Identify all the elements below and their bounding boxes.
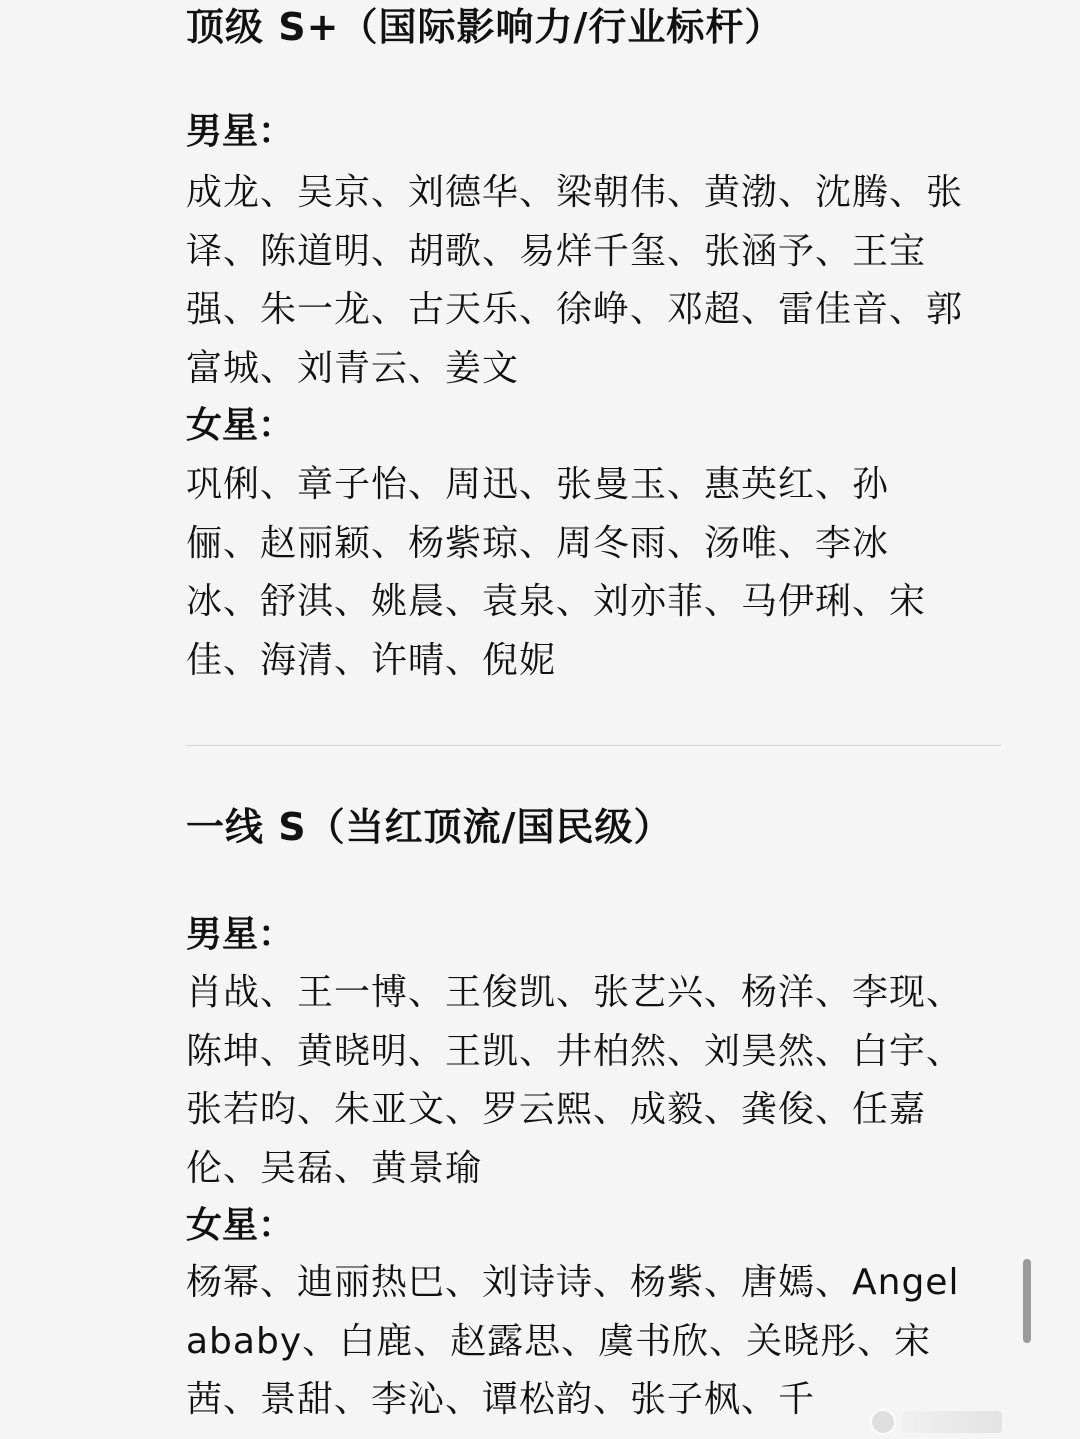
section-title: 一线 S（当红顶流/国民级）	[186, 805, 673, 849]
male-names: 成龙、吴京、刘德华、梁朝伟、黄渤、沈腾、张译、陈道明、胡歌、易烊千玺、张涵予、王宝强、朱一龙、古天乐、徐峥、邓超、雷佳音、郭富城、刘青云、姜文	[186, 172, 964, 389]
female-names: 杨幂、迪丽热巴、刘诗诗、杨紫、唐嫣、Angelababy、白鹿、赵露思、虞书欣、关晓彤、宋茜、景甜、李沁、谭松韵、张子枫、千	[186, 1262, 960, 1420]
female-label: 女星：	[186, 405, 295, 446]
male-label: 男星：	[186, 111, 295, 152]
male-names: 肖战、王一博、王俊凯、张艺兴、杨洋、李现、陈坤、黄晓明、王凯、井柏然、刘昊然、白宇、张若昀、朱亚文、罗云熙、成毅、龚俊、任嘉伦、吴磊、黄景瑜	[186, 972, 964, 1189]
male-label: 男星：	[186, 914, 295, 955]
female-label: 女星：	[186, 1205, 295, 1246]
watermark-text-block	[902, 1411, 1002, 1433]
watermark-logo-icon	[870, 1409, 896, 1435]
scrollbar-thumb[interactable]	[1023, 1259, 1031, 1343]
female-names: 巩俐、章子怡、周迅、张曼玉、惠英红、孙俪、赵丽颖、杨紫琼、周冬雨、汤唯、李冰冰、舒淇、姚晨、袁泉、刘亦菲、马伊琍、宋佳、海清、许晴、倪妮	[186, 464, 927, 681]
watermark	[870, 1405, 1010, 1439]
section-divider	[186, 745, 1001, 746]
section-title: 顶级 S+（国际影响力/行业标杆）	[186, 5, 784, 49]
